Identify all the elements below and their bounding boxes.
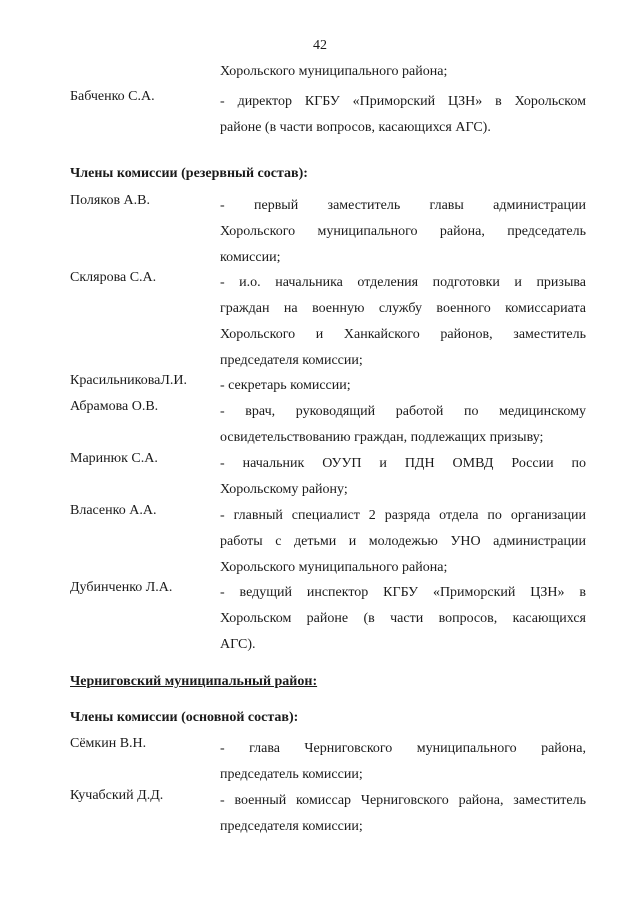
member-name: Кучабский Д.Д. xyxy=(70,788,164,803)
member-role: - военный комиссар Черниговского района, заместитель председателя комиссии; xyxy=(220,793,586,834)
member-role: - директор КГБУ «Приморский ЦЗН» в Хорольском районе (в части вопросов, касающихся АГС). xyxy=(220,94,586,135)
member-role: - секретарь комиссии; xyxy=(220,378,351,393)
member-name: Маринюк С.А. xyxy=(70,451,158,466)
member-name: Власенко А.А. xyxy=(70,503,157,518)
section-heading-reserve: Члены комиссии (резервный состав): xyxy=(70,166,308,181)
member-role: - главный специалист 2 разряда отдела по организации работы с детьми и молодежью УНО администрации Хорольского муниципального района; xyxy=(220,508,586,575)
member-name: КрасильниковаЛ.И. xyxy=(70,373,187,388)
page-number: 42 xyxy=(313,38,327,53)
member-role: - первый заместитель главы администрации Хорольского муниципального района, председатель комиссии; xyxy=(220,198,586,265)
district-heading: Черниговский муниципальный район: xyxy=(70,674,318,689)
member-role: - врач, руководящий работой по медицинскому освидетельствованию граждан, подлежащих призыву; xyxy=(220,404,586,445)
continuation-line: Хорольского муниципального района; xyxy=(220,64,448,79)
member-name: Бабченко С.А. xyxy=(70,89,155,104)
section-heading-main: Члены комиссии (основной состав): xyxy=(70,710,299,725)
member-name: Дубинченко Л.А. xyxy=(70,580,173,595)
member-role: - ведущий инспектор КГБУ «Приморский ЦЗН» в Хорольском районе (в части вопросов, касающихся АГС). xyxy=(220,585,586,652)
member-name: Сёмкин В.Н. xyxy=(70,736,147,751)
member-role: - начальник ОУУП и ПДН ОМВД России по Хорольскому району; xyxy=(220,456,586,497)
member-name: Поляков А.В. xyxy=(70,193,151,208)
member-role: - глава Черниговского муниципального района, председатель комиссии; xyxy=(220,741,586,782)
member-name: Склярова С.А. xyxy=(70,270,157,285)
member-name: Абрамова О.В. xyxy=(70,399,159,414)
member-role: - и.о. начальника отделения подготовки и призыва граждан на военную службу военного комиссариата Хорольского и Ханкайского районов, заместитель председателя комиссии; xyxy=(220,275,586,368)
